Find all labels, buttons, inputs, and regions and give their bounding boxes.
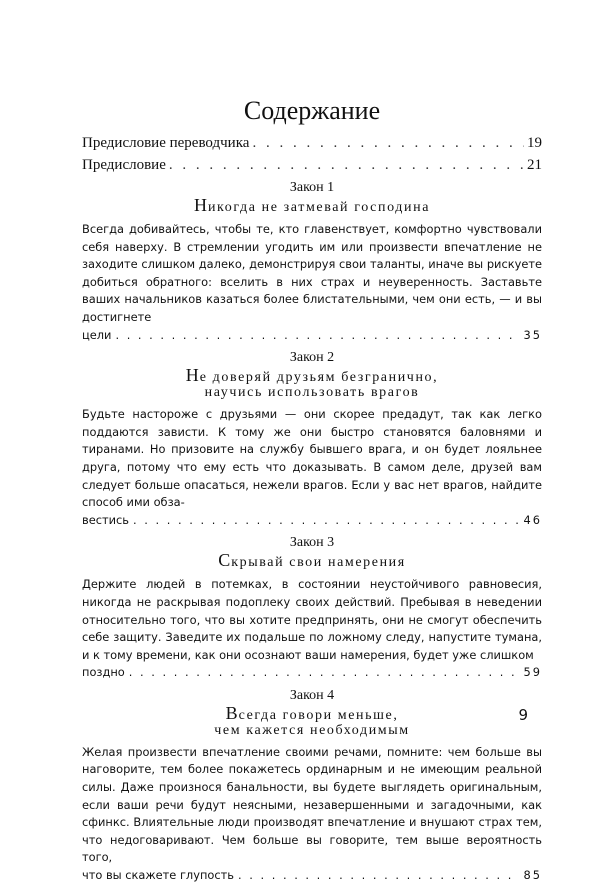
law-title-rest: е доверяй друзьям безгранично, <box>199 370 439 386</box>
law-title-rest: икогда не затмевай господина <box>207 200 431 215</box>
law-summary-last-line <box>82 327 542 345</box>
law-title-initial: С <box>218 550 232 571</box>
law-summary-last-line <box>82 512 542 530</box>
dot-leader <box>169 154 524 176</box>
law-summary-tail: вестись <box>82 512 129 527</box>
law-section-2[interactable] <box>82 348 542 529</box>
toc-page <box>82 0 542 889</box>
law-title <box>82 550 542 571</box>
page-number: 9 <box>518 706 528 724</box>
law-title-initial: Н <box>193 195 208 215</box>
law-summary-last-line <box>82 664 542 682</box>
law-summary-tail: что вы скажете глупость <box>82 868 234 883</box>
law-label: Закон 2 <box>289 350 335 366</box>
dot-leader <box>238 867 520 885</box>
law-title-rest: сегда говори меньше, <box>238 707 399 723</box>
dot-leader <box>133 512 520 530</box>
law-summary: Всегда добивайтесь, чтобы те, кто главенствует, комфортно чувствовали себя наверху. В стремлении угодить им или произвести впечатление не заходите слишком далеко, демонстрируя свои таланты, иначе вы рискуете добиться обратного: вселить в них страх и неуверенность. Заставьте ваших начальников казаться более блистательными, чем они есть, — и вы достигнете <box>82 222 542 324</box>
law-summary: Держите людей в потемках, в состоянии неустойчивого равновесия, никогда не раскрывая подоплеку своих действий. Пребывая в неведении относительно того, что вы хотите предпринять, они не смогут обеспечить себе защиту. Заведите их подальше по ложному следу, напустите тумана, и к тому времени, как они осознают ваши намерения, будет уже слишком <box>82 577 542 662</box>
toc-entry-page: 19 <box>527 135 542 151</box>
law-page: 35 <box>523 327 542 342</box>
law-title-initial: В <box>225 702 239 723</box>
law-summary: Желая произвести впечатление своими речами, помните: чем больше вы наговорите, тем более покажетесь ординарным и не имеющим реальной силы. Даже произнося банальности, вы будете выглядеть оригинальным, если ваши речи будут неясными, незавершенными и загадочными, как сфинкс. Влиятельные люди производят впечатление и внушают страх тем, что недоговаривают. Чем больше вы говорите, тем выше вероятность того, <box>82 744 542 865</box>
law-label: Закон 3 <box>289 535 335 551</box>
toc-entry-label: Предисловие <box>82 157 166 173</box>
law-section-1[interactable] <box>82 178 542 344</box>
law-section-3[interactable] <box>82 533 542 682</box>
law-title-rest: научись использовать врагов <box>204 385 420 401</box>
law-summary-tail: цели <box>82 327 112 342</box>
law-title-rest: чем кажется необходимым <box>214 722 410 738</box>
dot-leader <box>115 327 519 345</box>
law-title-initial: Н <box>185 365 200 386</box>
toc-entry-label: Предисловие переводчика <box>82 135 250 151</box>
toc-entry-preface[interactable] <box>82 154 542 176</box>
law-title-rest: крывай свои намерения <box>231 555 406 571</box>
law-summary-last-line <box>82 867 542 885</box>
toc-entry-translator-preface[interactable] <box>82 132 542 154</box>
toc-entry-page: 21 <box>527 157 542 173</box>
law-page: 59 <box>523 665 542 680</box>
law-label: Закон 4 <box>289 687 335 703</box>
law-section-4[interactable] <box>82 686 542 885</box>
law-title <box>82 195 542 215</box>
law-page: 85 <box>523 868 542 883</box>
dot-leader <box>129 664 520 682</box>
toc-title: Содержание <box>243 96 381 125</box>
law-summary: Будьте настороже с друзьями — они скорее предадут, так как легко поддаются зависти. К тому же они быстро становятся баловнями и тиранами. Но призовите на службу бывшего врага, и он будет лояльнее друга, потому что ему есть что доказывать. В самом деле, друзей вам следует больше опасаться, нежели врагов. Если у вас нет врагов, найдите способ ими обза- <box>82 407 542 510</box>
law-page: 46 <box>523 512 542 527</box>
law-title <box>82 702 542 738</box>
law-label: Закон 1 <box>289 180 335 195</box>
dot-leader <box>252 132 524 154</box>
law-title <box>82 365 542 401</box>
law-summary-tail: поздно <box>82 665 125 680</box>
